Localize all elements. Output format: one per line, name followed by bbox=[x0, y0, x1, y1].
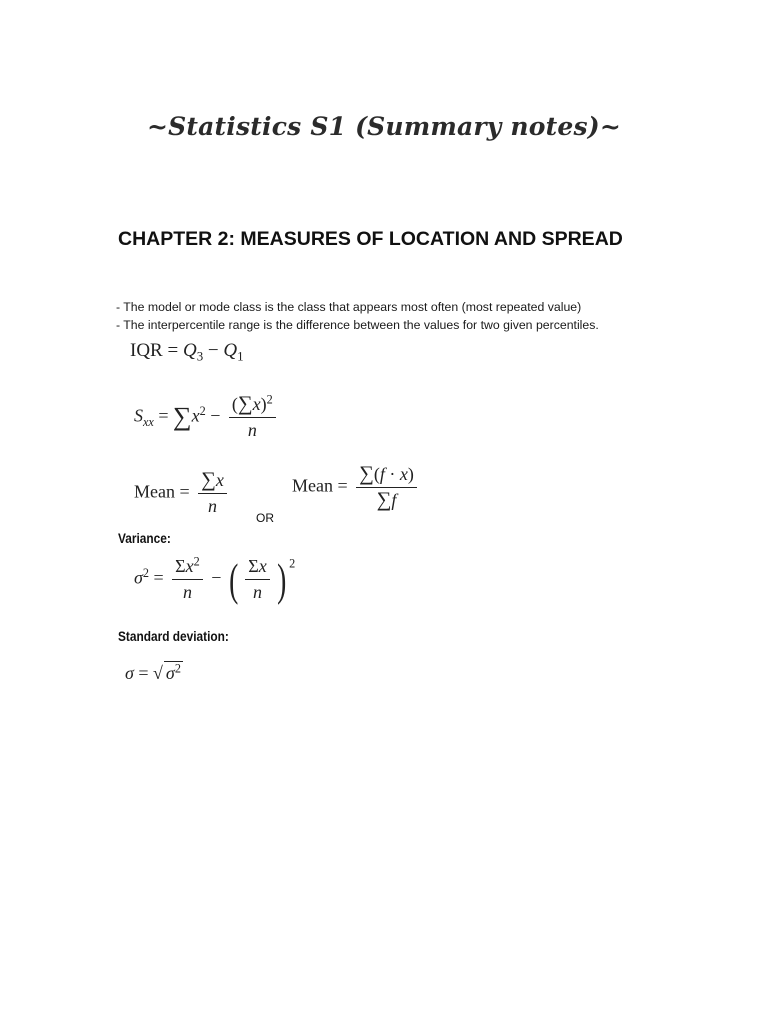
sxx-fraction: $\frac{(\sum x)^2}{n}$ bbox=[229, 394, 276, 441]
sxx-formula: $S_{xx} = \sum x^2$ − $\frac{(\sum x)^2}{n}$ bbox=[134, 394, 280, 441]
variance-label: Variance: bbox=[118, 531, 171, 546]
stddev-label: Standard deviation: bbox=[118, 629, 229, 644]
chapter-heading: CHAPTER 2: MEASURES OF LOCATION AND SPREAD bbox=[118, 228, 623, 250]
variance-fraction-1: $\frac{\Sigma x^2}{n}$ bbox=[172, 556, 203, 603]
variance-formula: $\sigma^2$ = $\frac{\Sigma x^2}{n}$ − ( $\frac{\Sigma x}{n}$ ) $^2$ bbox=[134, 553, 296, 605]
page-title: ~Statistics S1 (Summary notes)~ bbox=[147, 112, 621, 141]
grouped-mean-fraction: $\frac{\sum(f \cdot x)}{\sum f}$ bbox=[356, 464, 417, 511]
grouped-mean-label: Mean bbox=[292, 475, 333, 496]
notes-list bbox=[116, 298, 599, 334]
right-paren: ) bbox=[276, 553, 287, 605]
variance-fraction-2: $\frac{\Sigma x}{n}$ bbox=[245, 556, 269, 603]
iqr-formula: IQR = $Q_3 - Q_1$ bbox=[130, 340, 244, 364]
left-paren: ( bbox=[229, 553, 239, 605]
note-interpercentile-range: - The interpercentile range is the difference between the values for two given percentiles. bbox=[116, 318, 599, 332]
mean-formula: Mean = $\frac{\sum x}{n}$ bbox=[134, 470, 231, 517]
iqr-label: IQR bbox=[130, 340, 163, 361]
or-label: OR bbox=[256, 511, 274, 525]
mean-fraction: $\frac{\sum x}{n}$ bbox=[198, 470, 227, 517]
stddev-formula: σ = √ $\sigma^2$ bbox=[125, 661, 181, 683]
note-mode-class: - The model or mode class is the class that appears most often (most repeated value) bbox=[116, 300, 582, 314]
mean-label: Mean bbox=[134, 481, 175, 502]
grouped-mean-formula: Mean = $\frac{\sum(f \cdot x)}{\sum f}$ bbox=[292, 464, 421, 511]
